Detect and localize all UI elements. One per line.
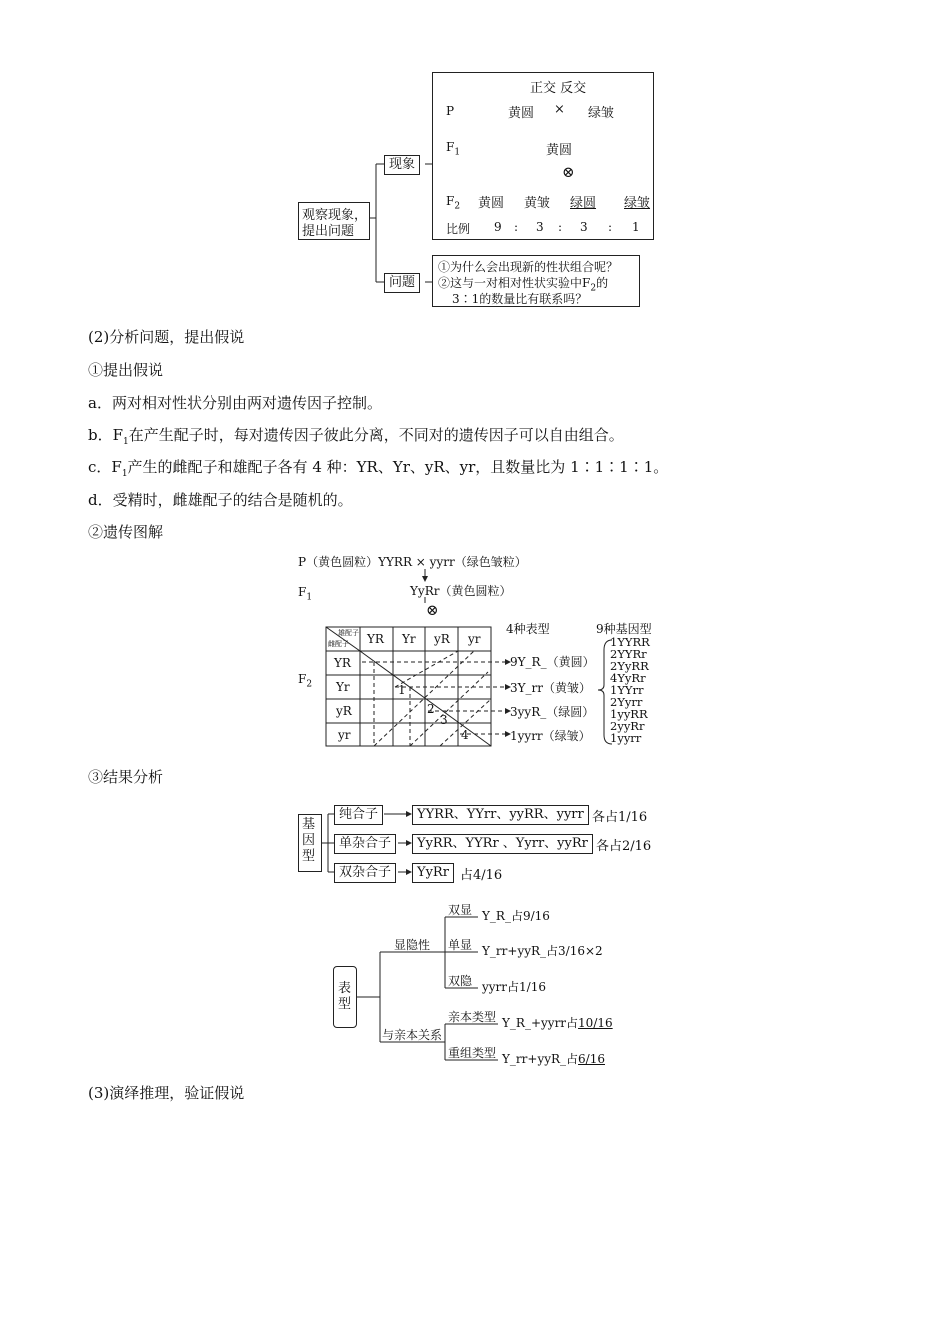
p-right: 绿皱 [588,106,615,121]
homozygote-value: YYRR、YYrr、yyRR、yyrr [412,805,589,825]
single-heterozygote-box: 单杂合子 [334,834,396,854]
row-f2: $F_2$ [446,194,461,212]
corner-top: 雄配子 [338,629,359,637]
genotype-4: 4YyRr [610,671,646,685]
question-2: ②这与一对相对性状实验中$F_2$的 [438,276,609,294]
homozygote-box: 纯合子 [334,805,383,825]
ratio-3: 3 [580,220,588,234]
parental-type-value: Y_R_+yyrr占10/16 [502,1016,613,1030]
hypothesis-a: a．两对相对性状分别由两对遗传因子控制。 [88,394,382,412]
row-p: P [446,104,455,118]
single-dominant-value: Y_rr+yyR_占3/16×2 [482,944,603,958]
section4-title: (3)演绎推理，验证假说 [88,1084,245,1102]
cell-mark-2: 2 [427,702,435,716]
double-dominant-label: 双显 [448,903,473,917]
col-header-2: Yr [402,632,416,646]
double-heterozygote-value: YyRr [412,863,454,883]
f2-value-2: 黄皱 [524,196,551,211]
genotype-9: 1yyrr [610,731,642,745]
single-heterozygote-share: 各占2/16 [596,839,652,854]
row-header-4: yr [338,728,351,742]
phenotype-label: 表型 [338,981,352,1012]
genotype-1: 1YYRR [610,635,650,649]
punnett-f2-label: $F_2$ [298,672,313,690]
f2-value-4: 绿皱 [624,196,651,211]
genotype-2: 2YYRr [610,647,647,661]
ratio-1: 9 [494,220,502,234]
section2-title: (2)分析问题，提出假说 [88,328,245,346]
cross-sign: × [554,102,565,117]
cell-mark-1: 1 [398,683,406,697]
double-heterozygote-share: 占4/16 [460,868,503,883]
row-header-3: yR [336,704,352,718]
punnett-f1-label: $F_1$ [298,585,313,603]
ratio-4: 1 [632,220,640,234]
f2-value-1: 黄圆 [478,196,505,211]
single-heterozygote-value: YyRR、YYRr 、Yyrr、yyRr [412,834,593,854]
phenotype-3: 3yyR_（绿圆） [510,705,595,719]
f1-value: 黄圆 [546,143,573,158]
homozygote-share: 各占1/16 [592,810,648,825]
ratio-sep-3: : [608,220,613,234]
row-f1: $F_1$ [446,140,461,158]
col-header-4: yr [468,632,481,646]
recombinant-type-value: Y_rr+yyR_占6/16 [502,1052,605,1066]
row-header-2: Yr [336,680,350,694]
double-recessive-label: 双隐 [448,974,473,988]
genotype-5: 1YYrr [610,683,644,697]
root-label-2: 提出问题 [302,224,355,239]
col-header-1: YR [367,632,384,646]
dominance-label: 显隐性 [394,938,431,952]
corner-bottom: 雌配子 [328,640,349,648]
root-label-1: 观察现象， [302,208,368,223]
recombinant-type-label: 重组类型 [448,1046,497,1060]
punnett-f1-line: YyRr（黄色圆粒） [410,584,512,598]
phenotype-4: 1yyrr（绿皱） [510,729,591,743]
parental-type-label: 亲本类型 [448,1010,497,1024]
genetic-diagram-heading: ②遗传图解 [88,523,164,541]
genotype-6: 2Yyrr [610,695,643,709]
question-1: ①为什么会出现新的性状组合呢？ [438,260,619,274]
phenomenon-box: 现象 [384,155,420,175]
genotype-8: 2yyRr [610,719,645,733]
phenotype-title: 4种表型 [506,622,550,636]
punnett-p-line: P（黄色圆粒）YYRR × yyrr（绿色皱粒） [298,555,527,569]
punnett-self-sign: ⊗ [426,601,439,619]
double-recessive-value: yyrr占1/16 [482,980,546,994]
hypothesis-d: d．受精时，雌雄配子的结合是随机的。 [88,491,353,509]
single-dominant-label: 单显 [448,938,473,952]
genotype-title: 9种基因型 [596,622,652,636]
hypothesis-heading: ①提出假说 [88,361,164,379]
cross-reciprocal: 正交 反交 [530,81,587,96]
ratio-sep-1: : [514,220,519,234]
question-3: 3∶1的数量比有联系吗？ [452,292,588,306]
double-dominant-value: Y_R_占9/16 [482,909,550,923]
p-left: 黄圆 [508,106,535,121]
hypothesis-b: b．$F_1$在产生配子时，每对遗传因子彼此分离，不同对的遗传因子可以自由组合。 [88,426,624,447]
parent-relation-label: 与亲本关系 [382,1028,443,1042]
double-heterozygote-box: 双杂合子 [334,863,396,883]
cell-mark-4: 4 [461,728,469,742]
ratio-2: 3 [536,220,544,234]
f2-value-3: 绿圆 [570,196,597,211]
result-analysis-heading: ③结果分析 [88,768,164,786]
phenotype-1: 9Y_R_（黄圆） [510,655,595,669]
ratio-sep-2: : [558,220,563,234]
cell-mark-3: 3 [440,713,448,727]
ratio-label: 比例 [446,222,471,236]
genotype-3: 2YyRR [610,659,649,673]
question-box: 问题 [384,273,420,293]
self-sign: ⊗ [562,163,575,181]
row-header-1: YR [334,656,351,670]
hypothesis-c: c．$F_1$产生的雌配子和雄配子各有 4 种：YR、Yr、yR、yr，且数量比为 1∶1∶1∶1。 [88,458,669,479]
phenotype-2: 3Y_rr（黄皱） [510,681,592,695]
genotype-label: 基因型 [302,817,316,864]
col-header-3: yR [434,632,450,646]
genotype-7: 1yyRR [610,707,648,721]
